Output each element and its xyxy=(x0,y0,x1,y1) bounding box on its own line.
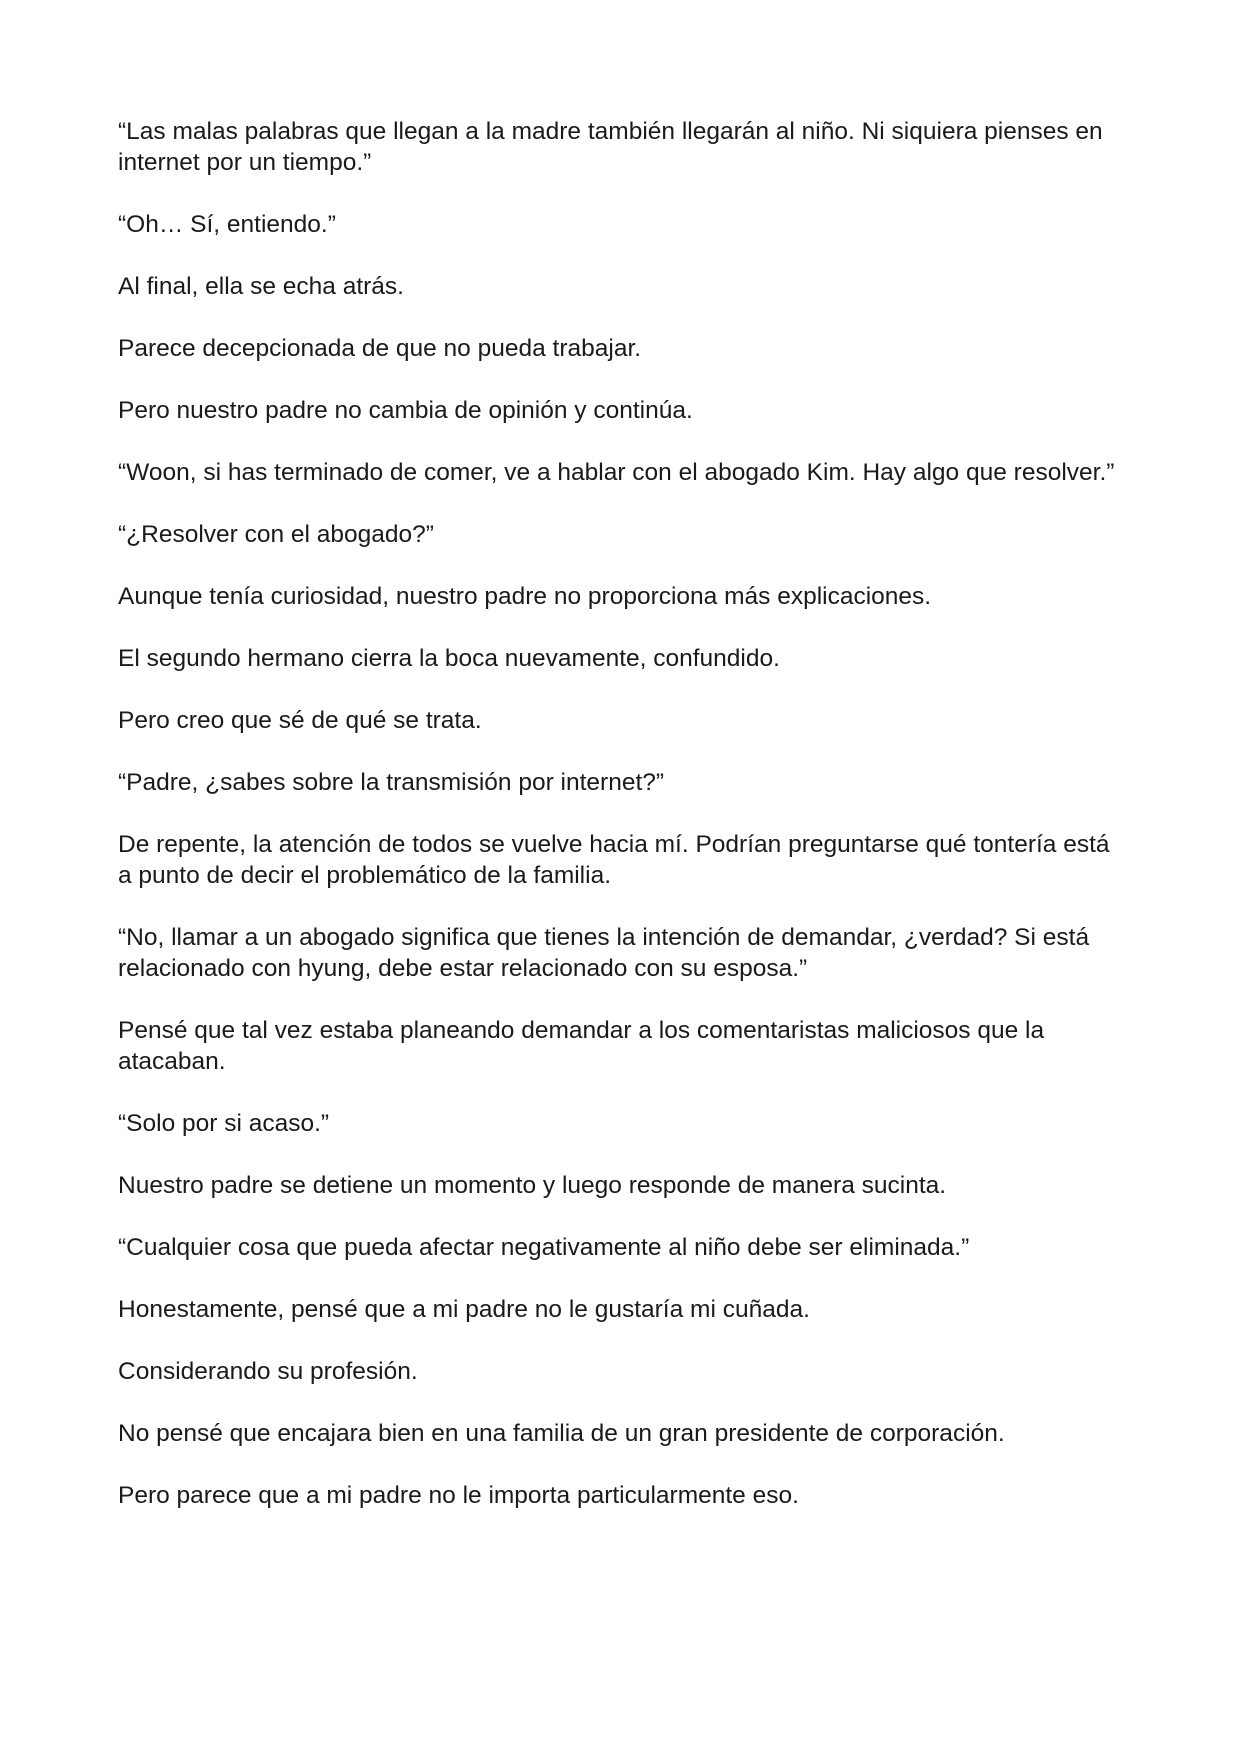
paragraph: “Las malas palabras que llegan a la madre también llegarán al niño. Ni siquiera pienses en internet por un tiempo.” xyxy=(118,118,1103,176)
paragraph: Considerando su profesión. xyxy=(118,1358,418,1385)
paragraph: De repente, la atención de todos se vuelve hacia mí. Podrían preguntarse qué tontería está a punto de decir el problemático de la familia. xyxy=(118,831,1110,889)
paragraph: No pensé que encajara bien en una familia de un gran presidente de corporación. xyxy=(118,1420,1005,1447)
paragraph: “Woon, si has terminado de comer, ve a hablar con el abogado Kim. Hay algo que resolver.” xyxy=(118,459,1115,486)
document-body xyxy=(118,116,1128,1542)
paragraph: Parece decepcionada de que no pueda trabajar. xyxy=(118,335,642,362)
paragraph: “Padre, ¿sabes sobre la transmisión por internet?” xyxy=(118,769,665,796)
paragraph: “No, llamar a un abogado significa que tienes la intención de demandar, ¿verdad? Si está relacionado con hyung, debe estar relacionado con su esposa.” xyxy=(118,924,1090,982)
paragraph: “¿Resolver con el abogado?” xyxy=(118,521,434,548)
paragraph: Pero creo que sé de qué se trata. xyxy=(118,707,482,734)
paragraph: “Oh… Sí, entiendo.” xyxy=(118,211,336,238)
paragraph: Pero nuestro padre no cambia de opinión y continúa. xyxy=(118,397,693,424)
paragraph: “Cualquier cosa que pueda afectar negativamente al niño debe ser eliminada.” xyxy=(118,1234,970,1261)
paragraph: Aunque tenía curiosidad, nuestro padre no proporciona más explicaciones. xyxy=(118,583,932,610)
paragraph: El segundo hermano cierra la boca nuevamente, confundido. xyxy=(118,645,780,672)
paragraph: Al final, ella se echa atrás. xyxy=(118,273,404,300)
paragraph: “Solo por si acaso.” xyxy=(118,1110,330,1137)
paragraph: Pero parece que a mi padre no le importa particularmente eso. xyxy=(118,1482,799,1509)
paragraph: Pensé que tal vez estaba planeando demandar a los comentaristas maliciosos que la atacaban. xyxy=(118,1017,1045,1075)
paragraph: Nuestro padre se detiene un momento y luego responde de manera sucinta. xyxy=(118,1172,947,1199)
paragraph: Honestamente, pensé que a mi padre no le gustaría mi cuñada. xyxy=(118,1296,810,1323)
